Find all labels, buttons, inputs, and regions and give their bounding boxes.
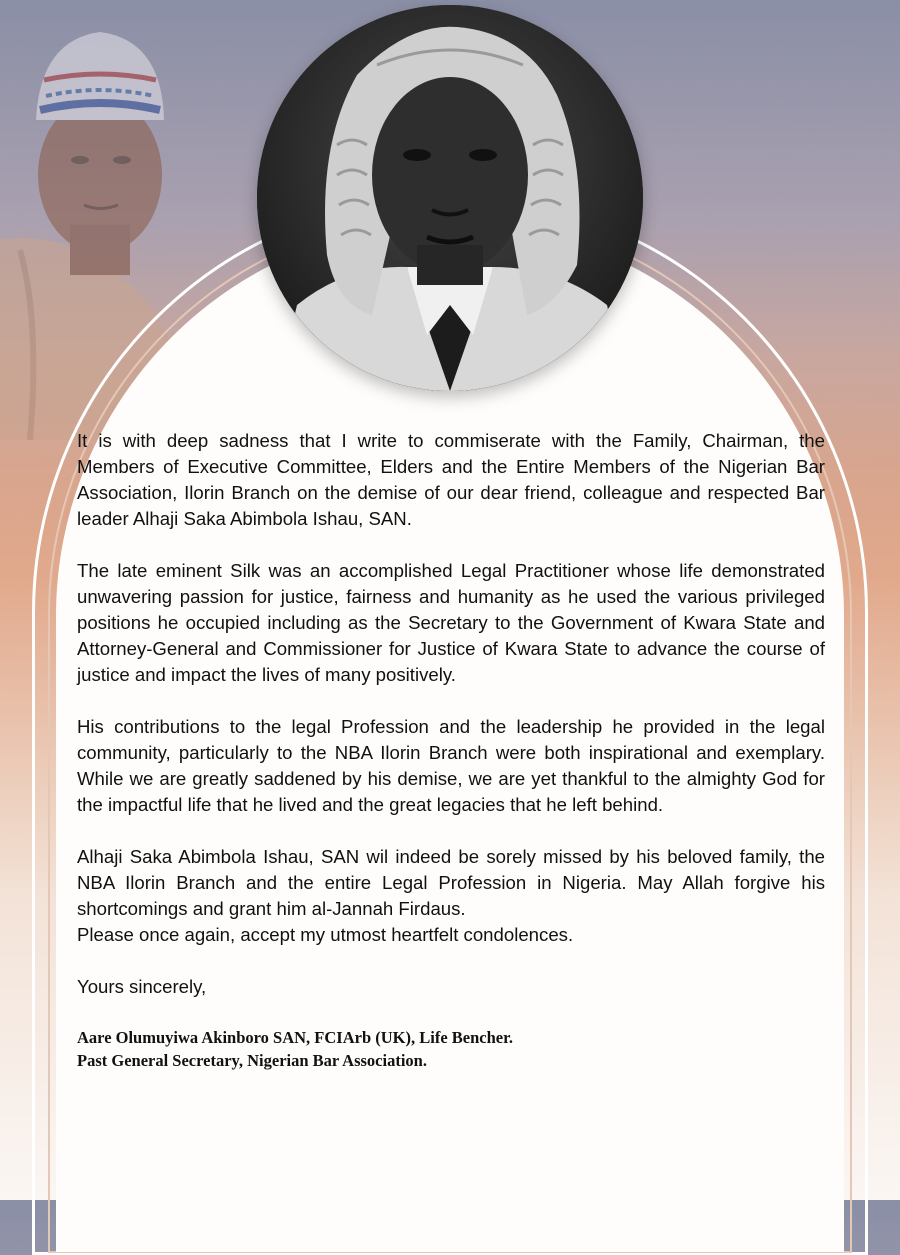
letter-paragraph: His contributions to the legal Profession and the leadership he provided in the legal community, particularly to the NBA Ilorin Branch were both inspirational and exemplary. While we are greatly saddened by his demise, we are yet thankful to the almighty God for the impactful life that he lived and the great legacies that he left behind. [77, 716, 825, 815]
signature-name: Aare Olumuyiwa Akinboro SAN, FCIArb (UK), Life Bencher. [77, 1028, 514, 1047]
signature-title: Past General Secretary, Nigerian Bar Association. [77, 1051, 427, 1070]
letter-paragraph: It is with deep sadness that I write to commiserate with the Family, Chairman, the Members of Executive Committee, Elders and the Entire Members of the Nigerian Bar Association, Ilorin Branch on the demise of our dear friend, colleague and respected Bar leader Alhaji Saka Abimbola Ishau, SAN. [77, 430, 825, 529]
condolence-letter [77, 428, 825, 1072]
deceased-portrait [257, 5, 643, 391]
letter-paragraph: Alhaji Saka Abimbola Ishau, SAN wil indeed be sorely missed by his beloved family, the NBA Ilorin Branch and the entire Legal Profession in Nigeria. May Allah forgive his shortcomings and grant him al-Jannah Firdaus. [77, 846, 825, 919]
letter-paragraph: The late eminent Silk was an accomplished Legal Practitioner whose life demonstrated unwavering passion for justice, fairness and humanity as he used the various privileged positions he occupied including as the Secretary to the Government of Kwara State and Attorney-General and Commissioner for Justice of Kwara State to advance the course of justice and impact the lives of many positively. [77, 560, 825, 685]
letter-closing: Yours sincerely, [77, 976, 207, 997]
letter-paragraph: Please once again, accept my utmost heartfelt condolences. [77, 924, 574, 945]
